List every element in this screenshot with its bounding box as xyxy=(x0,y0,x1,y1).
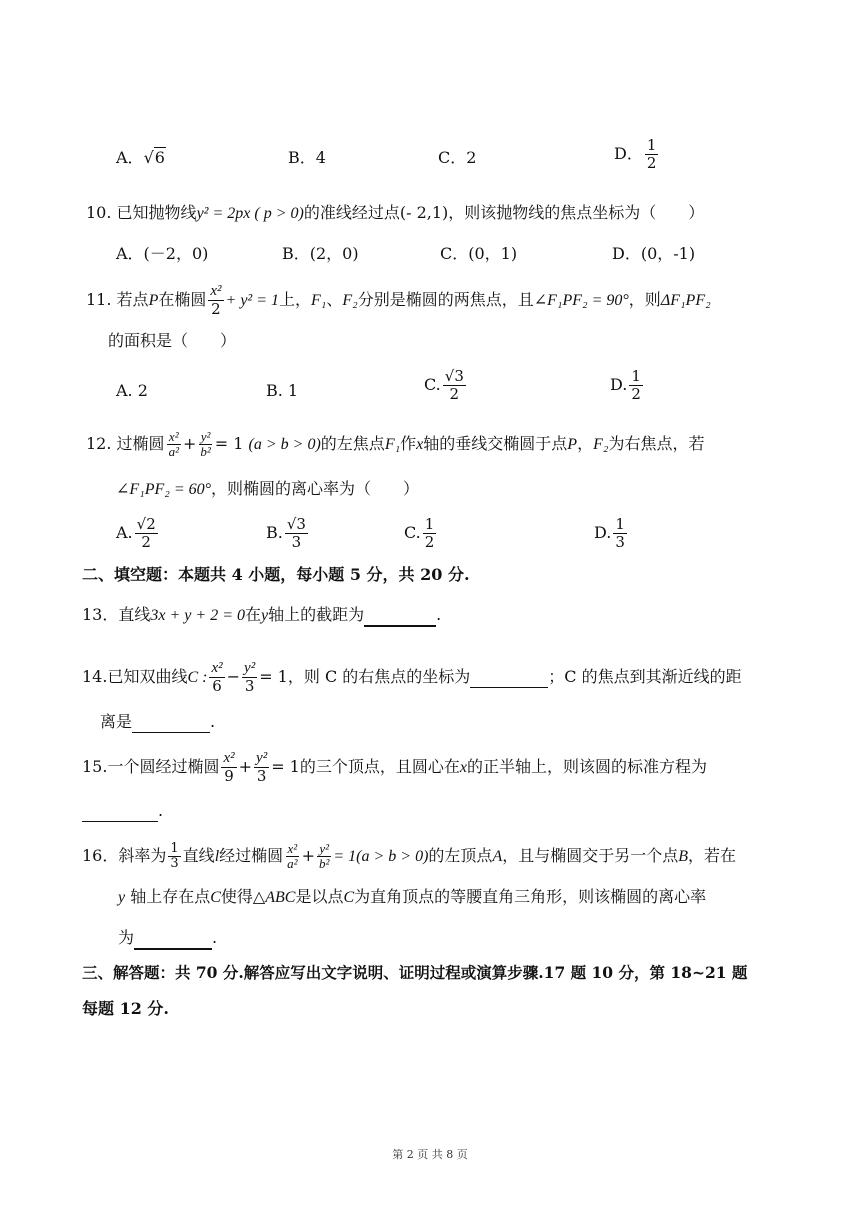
q10-option-c: C．(0，1) xyxy=(440,244,518,263)
q12-option-b: B. $\frac{√3}{3}$ xyxy=(266,515,306,551)
answer-blank[interactable] xyxy=(134,928,212,950)
fraction: $\frac{1}{3}$ xyxy=(615,515,625,551)
q10-option-a: A．(－2，0) xyxy=(116,244,209,263)
q15-line-2: . xyxy=(82,801,163,822)
q11-option-c: C. $\frac{√3}{2}$ xyxy=(424,367,464,403)
fraction: $\frac{\text{y²}}{\text{b²}}$ xyxy=(200,429,211,459)
fraction: $\frac{\text{y²}}{3}$ xyxy=(256,750,268,785)
fraction: $\frac{1}{2}$ xyxy=(631,367,641,403)
section-2-heading: 二、填空题：本题共 4 小题，每小题 5 分，共 20 分. xyxy=(82,565,470,584)
q12-option-a: A. $\frac{√2}{2}$ xyxy=(116,515,156,551)
question-16: 16．斜率为 $\frac{1}{3}$ 直线l经过椭圆 $\frac{\text{x²}}{\text{a²}}$ + $\frac{\text{y²}}{\text{b²}}$ = 1(a > b > 0)的左顶点A，且与椭圆交于另一个点B，若在 xyxy=(82,841,737,871)
fraction: $\frac{\text{x²}}{9}$ xyxy=(223,750,235,785)
q9-option-d: D． $\frac{1}{2}$ xyxy=(614,136,657,172)
section-3-heading-line-2: 每题 12 分. xyxy=(82,999,169,1018)
question-11: 11. 若点P在椭圆 $\frac{\text{x²}}{2}$ + y² = 1上，F₁、F₂分别是椭圆的两焦点，且∠F₁PF₂ = 90°，则ΔF₁PF₂ xyxy=(86,283,711,318)
q11-line-2: 的面积是（ ） xyxy=(108,331,237,350)
fraction: $\frac{\text{x²}}{\text{a²}}$ xyxy=(287,841,298,871)
q14-line-2: 离是 . xyxy=(100,712,216,731)
q9-option-a: A．√6 xyxy=(116,148,165,167)
q11-option-a: A. 2 xyxy=(116,381,148,400)
fraction: $\frac{1}{2}$ xyxy=(646,136,657,172)
q9-option-b: B．4 xyxy=(288,148,326,167)
fraction: $\frac{1}{3}$ xyxy=(170,841,179,871)
fraction: $\frac{√3}{3}$ xyxy=(286,515,306,551)
fraction: $\frac{\text{y²}}{3}$ xyxy=(244,660,256,695)
sqrt-symbol: √6 xyxy=(143,148,165,167)
answer-blank[interactable] xyxy=(470,667,548,688)
question-10: 10. 已知抛物线y² = 2px ( p > 0)的准线经过点(- 2,1)，则该抛物线的焦点坐标为（ ） xyxy=(86,203,705,222)
q10-option-d: D．(0，-1) xyxy=(612,244,696,263)
answer-blank[interactable] xyxy=(132,712,210,733)
q16-line-2: y 轴上存在点C使得△ABC是以点C为直角顶点的等腰直角三角形，则该椭圆的离心率 xyxy=(118,887,707,906)
page-number: 第 2 页 共 8 页 xyxy=(392,1148,468,1161)
answer-blank[interactable] xyxy=(82,801,158,822)
question-13: 13．直线3x + y + 2 = 0在y轴上的截距为 . xyxy=(82,605,441,627)
q12-option-c: C. $\frac{1}{2}$ xyxy=(404,515,435,551)
fraction: $\frac{\text{y²}}{\text{b²}}$ xyxy=(318,841,330,871)
question-14: 14.已知双曲线C : $\frac{\text{x²}}{6}$ − $\frac{\text{y²}}{3}$ = 1，则 C 的右焦点的坐标为 ；C 的焦点到其渐近线的距 xyxy=(82,660,742,695)
section-3-heading: 三、解答题：共 70 分.解答应写出文字说明、证明过程或演算步骤.17 题 10 分，第 18~21 题 xyxy=(82,963,748,982)
question-15: 15.一个圆经过椭圆 $\frac{\text{x²}}{9}$ + $\frac{\text{y²}}{3}$ = 1的三个顶点，且圆心在x的正半轴上，则该圆的标准方程为 xyxy=(82,750,707,785)
q12-line-2: ∠F₁PF₂ = 60°，则椭圆的离心率为（ ） xyxy=(116,479,420,498)
question-12: 12. 过椭圆 $\frac{\text{x²}}{\text{a²}}$ + $\frac{\text{y²}}{\text{b²}}$ = 1 (a > b > 0)的左焦点F₁作x轴的垂线交椭圆于点P，F₂为右焦点，若 xyxy=(86,429,705,459)
q12-option-d: D. $\frac{1}{3}$ xyxy=(594,515,625,551)
answer-blank[interactable] xyxy=(364,605,436,627)
fraction: $\frac{1}{2}$ xyxy=(424,515,435,551)
fraction: $\frac{√3}{2}$ xyxy=(444,367,464,403)
fraction: $\frac{\text{x²}}{6}$ xyxy=(211,660,223,695)
q11-option-b: B. 1 xyxy=(266,381,299,400)
fraction: $\frac{√2}{2}$ xyxy=(136,515,156,551)
q11-option-d: D. $\frac{1}{2}$ xyxy=(610,367,641,403)
q16-line-3: 为 . xyxy=(118,928,217,950)
q10-option-b: B．(2，0) xyxy=(282,244,359,263)
fraction: $\frac{\text{x²}}{\text{a²}}$ xyxy=(168,429,179,459)
fraction: $\frac{\text{x²}}{2}$ xyxy=(210,283,222,318)
q9-option-c: C．2 xyxy=(438,148,477,167)
